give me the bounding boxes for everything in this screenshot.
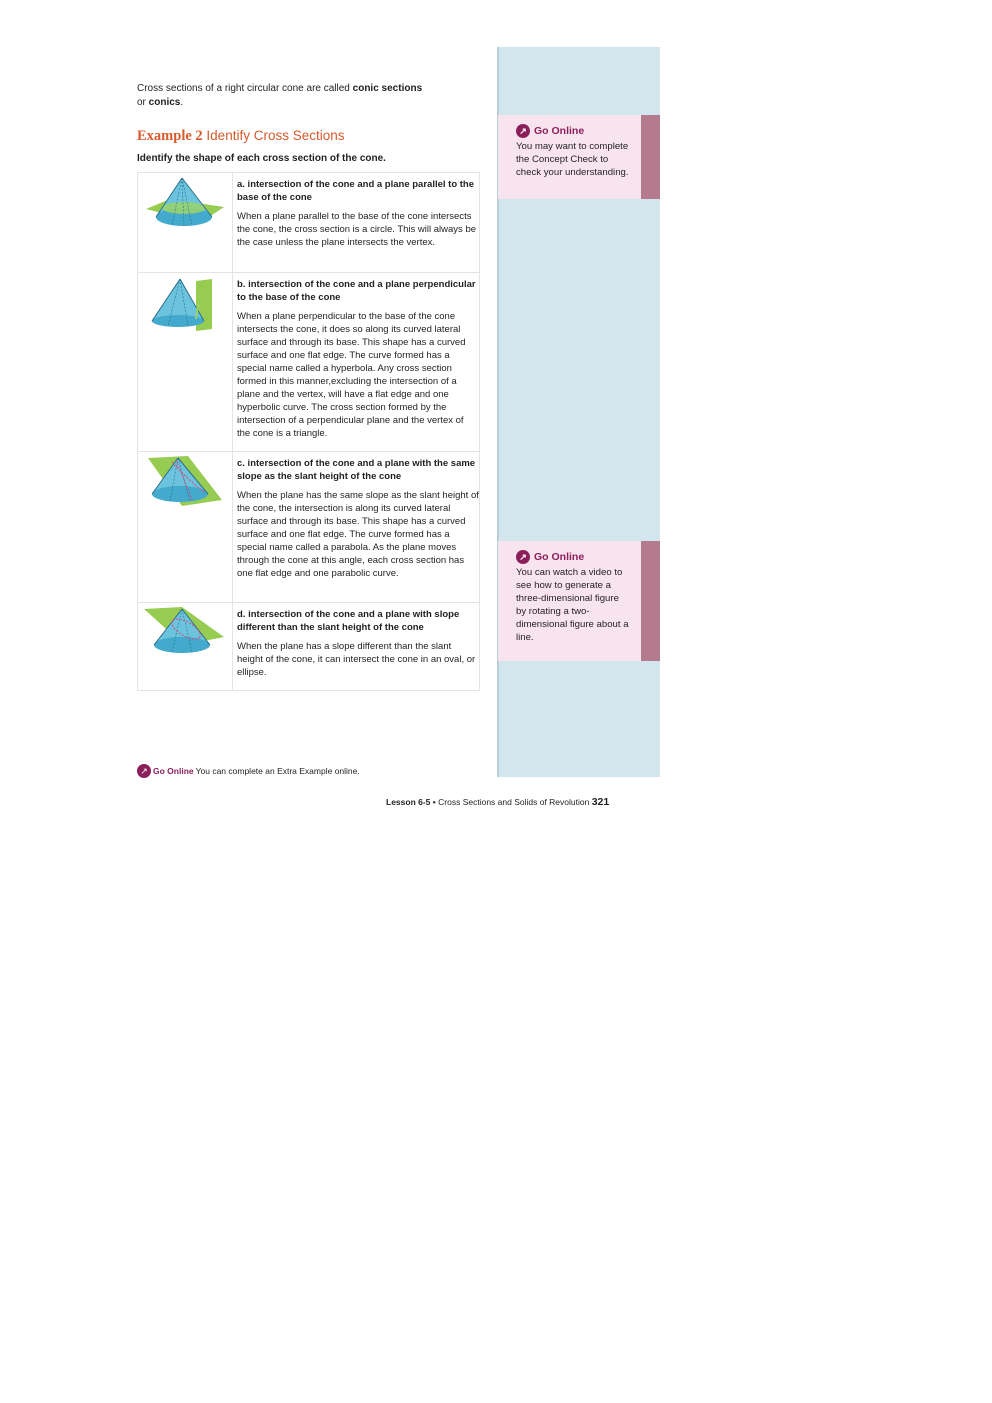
note-title: Go Online [534,125,585,137]
cone-parallel-plane-figure [142,175,226,235]
part-c-heading: c. intersection of the cone and a plane with the same slope as the slant height of the cone [237,458,476,482]
page-number: 321 [591,796,610,808]
table-row [138,603,480,691]
part-b-heading: b. intersection of the cone and a plane perpendicular to the base of the cone [237,279,476,303]
cross-section-table [137,172,480,691]
figure-cell [138,273,233,452]
go-online-extra-example[interactable] [137,764,360,778]
footer-separator: • [432,797,436,807]
explanation-cell [233,173,480,273]
page-footer [386,796,609,808]
part-a-body: When a plane parallel to the base of the cone intersects the cone, the cross section is a circle. This will always be the case unless the plane intersects the vertex. [237,211,477,248]
example-heading [137,128,344,145]
cursor-icon: ↗ [137,764,151,778]
term-conic-sections: conic sections [352,83,423,94]
table-row [138,452,480,603]
lesson-title: Cross Sections and Solids of Revolution [438,797,590,807]
note-title: Go Online [534,551,585,563]
explanation-cell [233,273,480,452]
intro-text: . [180,97,184,108]
note-text: You may want to complete the Concept Check to check your understanding. [516,141,629,178]
cone-ellipse-plane-figure [142,605,226,665]
intro-paragraph [137,82,467,110]
term-conics: conics [148,97,181,108]
part-b-body: When a plane perpendicular to the base of the cone intersects the cone, it does so along its curved lateral surface and through its base. This shape has a curved surface and one flat edge. The curve formed has a special name called a hyperbola. Any cross section formed in this manner,excluding the intersection of a plane and the vertex, will have a flat edge and one hyperbolic curve. The cross section formed by the intersection of a perpendicular plane and the vertex of the cone is a triangle. [237,311,466,439]
figure-cell [138,173,233,273]
go-online-note-concept-check[interactable] [498,115,641,199]
table-row [138,173,480,273]
go-online-label: Go Online [153,766,194,776]
explanation-cell [233,603,480,691]
example-instruction: Identify the shape of each cross section of the cone. [137,153,386,164]
cursor-icon: ↗ [516,550,530,564]
note-tab [641,115,660,199]
cone-perpendicular-plane-figure [142,275,226,335]
part-d-body: When the plane has a slope different than the slant height of the cone, it can intersect the cone in an oval, or ellipse. [237,641,476,678]
go-online-note-video[interactable] [498,541,641,661]
go-online-text: You can complete an Extra Example online. [195,766,360,776]
note-tab [641,541,660,661]
example-title: Identify Cross Sections [206,128,345,143]
lesson-number: Lesson 6-5 [386,797,431,807]
part-a-heading: a. intersection of the cone and a plane parallel to the base of the cone [237,179,475,203]
intro-text: or [137,97,149,108]
note-text: You can watch a video to see how to generate a three-dimensional figure by rotating a two-dimensional figure about a line. [516,567,629,643]
cone-parabola-plane-figure [142,454,226,514]
explanation-cell [233,452,480,603]
part-d-heading: d. intersection of the cone and a plane with slope different than the slant height of the cone [237,609,460,633]
figure-cell [138,452,233,603]
figure-cell [138,603,233,691]
example-label: Example 2 [137,128,203,144]
table-row [138,273,480,452]
part-c-body: When the plane has the same slope as the slant height of the cone, the intersection is along its curved lateral surface and through its base. This shape has a curved surface and one flat edge. The curve formed has a special name called a parabola. As the plane moves through the cone at this angle, each cross section has one flat edge and one parabolic curve. [237,490,479,579]
cursor-icon: ↗ [516,124,530,138]
intro-text: Cross sections of a right circular cone are called [137,83,353,94]
